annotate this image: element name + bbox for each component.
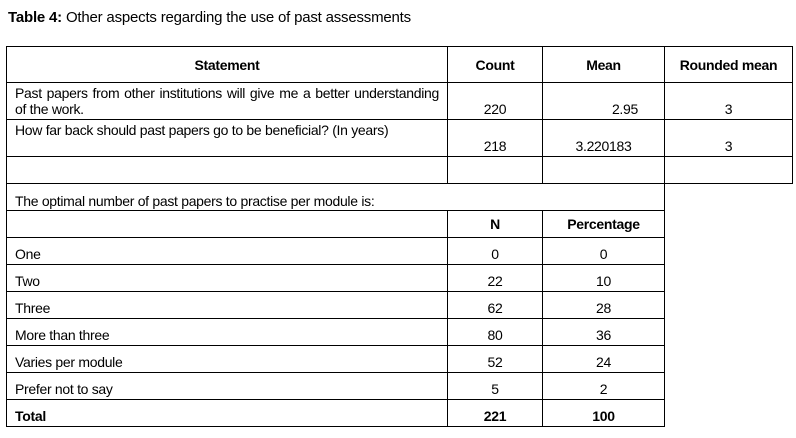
statements-table: [6, 46, 793, 184]
percentage-cell: 2: [543, 373, 665, 400]
header-count: Count: [448, 47, 543, 83]
percentage-cell: 24: [543, 346, 665, 373]
statement-cell: Past papers from other institutions will give me a better understanding of the work.: [7, 83, 448, 120]
mean-cell: 3.220183: [543, 120, 665, 157]
option-label: More than three: [7, 319, 448, 346]
count-cell: 220: [448, 83, 543, 120]
total-n: 221: [448, 400, 543, 427]
caption-label: Table 4:: [8, 9, 62, 26]
empty-cell: [448, 157, 543, 184]
header-statement: Statement: [7, 47, 448, 83]
n-cell: 62: [448, 292, 543, 319]
empty-cell: [665, 157, 793, 184]
table-row: [7, 292, 665, 319]
total-percentage: 100: [543, 400, 665, 427]
empty-row: [7, 157, 793, 184]
percentage-cell: 28: [543, 292, 665, 319]
percentage-cell: 0: [543, 238, 665, 265]
table-row: [7, 83, 793, 120]
table-caption: [8, 9, 411, 26]
percentage-cell: 36: [543, 319, 665, 346]
table-row: [7, 238, 665, 265]
count-cell: 218: [448, 120, 543, 157]
header-blank: [7, 211, 448, 238]
option-label: Two: [7, 265, 448, 292]
option-label: Varies per module: [7, 346, 448, 373]
mean-cell: 2.95: [543, 83, 665, 120]
option-label: One: [7, 238, 448, 265]
header-mean: Mean: [543, 47, 665, 83]
percentage-cell: 10: [543, 265, 665, 292]
statement-cell: How far back should past papers go to be beneficial? (In years): [7, 120, 448, 157]
table-row: [7, 319, 665, 346]
title-row: [7, 184, 665, 211]
rounded-mean-cell: 3: [665, 120, 793, 157]
table-row: [7, 265, 665, 292]
header-row: [7, 211, 665, 238]
n-cell: 80: [448, 319, 543, 346]
empty-cell: [543, 157, 665, 184]
header-row: [7, 47, 793, 83]
header-n: N: [448, 211, 543, 238]
table-row: [7, 373, 665, 400]
table-title: The optimal number of past papers to practise per module is:: [7, 184, 665, 211]
table-row: [7, 120, 793, 157]
caption-text: Other aspects regarding the use of past assessments: [65, 9, 411, 26]
total-label: Total: [7, 400, 448, 427]
n-cell: 52: [448, 346, 543, 373]
total-row: [7, 400, 665, 427]
n-cell: 0: [448, 238, 543, 265]
n-cell: 5: [448, 373, 543, 400]
empty-cell: [7, 157, 448, 184]
rounded-mean-cell: 3: [665, 83, 793, 120]
option-label: Three: [7, 292, 448, 319]
n-cell: 22: [448, 265, 543, 292]
header-percentage: Percentage: [543, 211, 665, 238]
table-row: [7, 346, 665, 373]
header-rounded-mean: Rounded mean: [665, 47, 793, 83]
option-label: Prefer not to say: [7, 373, 448, 400]
optimal-papers-table: [6, 183, 665, 427]
